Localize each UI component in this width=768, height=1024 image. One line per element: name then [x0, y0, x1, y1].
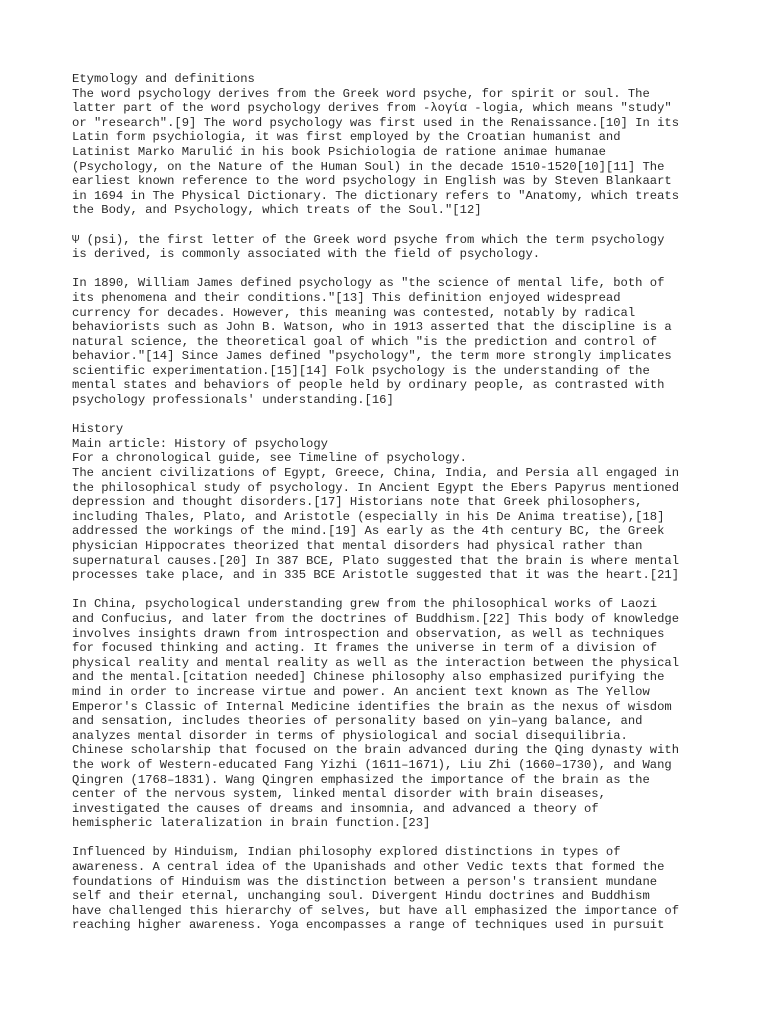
text-line: currency for decades. However, this meaning was contested, notably by radical — [72, 305, 636, 320]
text-line: For a chronological guide, see Timeline of psychology. — [72, 451, 467, 466]
text-line: hemispheric lateralization in brain function.[23] — [72, 816, 431, 831]
text-line: (Psychology, on the Nature of the Human Soul) in the decade 1510-1520[10][11] The — [72, 159, 665, 174]
text-line: mind in order to increase virtue and power. An ancient text known as The Yellow — [72, 684, 650, 699]
paragraph-spacer — [72, 262, 712, 277]
text-line: and Confucius, and later from the doctrines of Buddhism.[22] This body of knowledge — [72, 611, 680, 626]
text-line: including Thales, Plato, and Aristotle (especially in his De Anima treatise),[18] — [72, 509, 665, 524]
text-line: behaviorists such as John B. Watson, who in 1913 asserted that the discipline is a — [72, 320, 672, 335]
text-line: center of the nervous system, linked mental disorder with brain diseases, — [72, 787, 606, 802]
text-line: analyzes mental disorder in terms of physiological and social disequilibria. — [72, 728, 628, 743]
text-line: Latin form psychiologia, it was first employed by the Croatian humanist and — [72, 130, 621, 145]
text-line: reaching higher awareness. Yoga encompasses a range of techniques used in pursuit — [72, 918, 665, 933]
text-line: for focused thinking and acting. It frames the universe in term of a division of — [72, 641, 658, 656]
text-line: have challenged this hierarchy of selves, but have all emphasized the importance of — [72, 903, 680, 918]
text-line: mental states and behaviors of people held by ordinary people, as contrasted with — [72, 378, 665, 393]
text-line: psychology professionals' understanding.[16] — [72, 393, 394, 408]
text-line: Ψ (psi), the first letter of the Greek word psyche from which the term psychology — [72, 232, 665, 247]
text-line: In China, psychological understanding grew from the philosophical works of Laozi — [72, 597, 658, 612]
paragraph-spacer — [72, 218, 712, 233]
text-line: Latinist Marko Marulić in his book Psichiologia de ratione animae humanae — [72, 144, 606, 159]
text-line: physician Hippocrates theorized that mental disorders had physical rather than — [72, 539, 643, 553]
text-line: involves insights drawn from introspection and observation, as well as techniques — [72, 626, 665, 641]
text-line: and sensation, includes theories of personality based on yin–yang balance, and — [72, 714, 643, 729]
text-line: Emperor's Classic of Internal Medicine identifies the brain as the nexus of wisdom — [72, 699, 672, 714]
text-line: scientific experimentation.[15][14] Folk psychology is the understanding of the — [72, 363, 650, 378]
text-line: natural science, the theoretical goal of which "is the prediction and control of — [72, 334, 658, 349]
text-line: physical reality and mental reality as well as the interaction between the physical — [72, 655, 680, 670]
text-line: Influenced by Hinduism, Indian philosophy explored distinctions in types of — [72, 845, 621, 860]
text-line: investigated the causes of dreams and insomnia, and advanced a theory of — [72, 801, 599, 816]
text-line: In 1890, William James defined psychology as "the science of mental life, both of — [72, 276, 665, 291]
text-line: Qingren (1768–1831). Wang Qingren emphasized the importance of the brain as the — [72, 772, 650, 787]
text-line: in 1694 in The Physical Dictionary. The dictionary refers to "Anatomy, which treats — [72, 188, 680, 203]
text-line: latter part of the word psychology derives from -λογία -logia, which means "study" — [72, 101, 672, 116]
text-line: is derived, is commonly associated with the field of psychology. — [72, 247, 541, 262]
text-line: Etymology and definitions — [72, 72, 255, 86]
text-line: behavior."[14] Since James defined "psychology", the term more strongly implicates — [72, 349, 672, 364]
text-line: The word psychology derives from the Greek word psyche, for spirit or soul. The — [72, 86, 650, 101]
paragraph-spacer — [72, 583, 712, 598]
text-line: foundations of Hinduism was the distinction between a person's transient mundane — [72, 874, 658, 889]
text-line: self and their eternal, unchanging soul. Divergent Hindu doctrines and Buddhism — [72, 889, 650, 904]
text-line: its phenomena and their conditions."[13] This definition enjoyed widespread — [72, 290, 621, 305]
paragraph-spacer — [72, 831, 712, 846]
text-line: depression and thought disorders.[17] Historians note that Greek philosophers, — [72, 495, 643, 510]
paragraph-spacer — [72, 408, 712, 423]
text-line: addressed the workings of the mind.[19] As early as the 4th century BC, the Greek — [72, 524, 665, 539]
text-line: the Body, and Psychology, which treats of the Soul."[12] — [72, 203, 482, 218]
text-line: the work of Western-educated Fang Yizhi (1611–1671), Liu Zhi (1660–1730), and Wang — [72, 757, 672, 772]
text-line: Main article: History of psychology — [72, 436, 328, 451]
text-line: earliest known reference to the word psychology in English was by Steven Blankaart — [72, 174, 672, 189]
text-line: Chinese scholarship that focused on the brain advanced during the Qing dynasty with — [72, 743, 680, 758]
text-line: and the mental.[citation needed] Chinese philosophy also emphasized purifying the — [72, 670, 665, 685]
text-line: or "research".[9] The word psychology was first used in the Renaissance.[10] In its — [72, 115, 680, 130]
text-line: supernatural causes.[20] In 387 BCE, Plato suggested that the brain is where mental — [72, 553, 680, 568]
document-body — [72, 72, 712, 933]
text-line: History — [72, 422, 124, 437]
text-line: awareness. A central idea of the Upanishads and other Vedic texts that formed the — [72, 860, 665, 875]
text-line: processes take place, and in 335 BCE Aristotle suggested that it was the heart.[21] — [72, 568, 680, 583]
text-line: The ancient civilizations of Egypt, Greece, China, India, and Persia all engaged in — [72, 466, 680, 481]
text-line: the philosophical study of psychology. In Ancient Egypt the Ebers Papyrus mentioned — [72, 480, 680, 495]
